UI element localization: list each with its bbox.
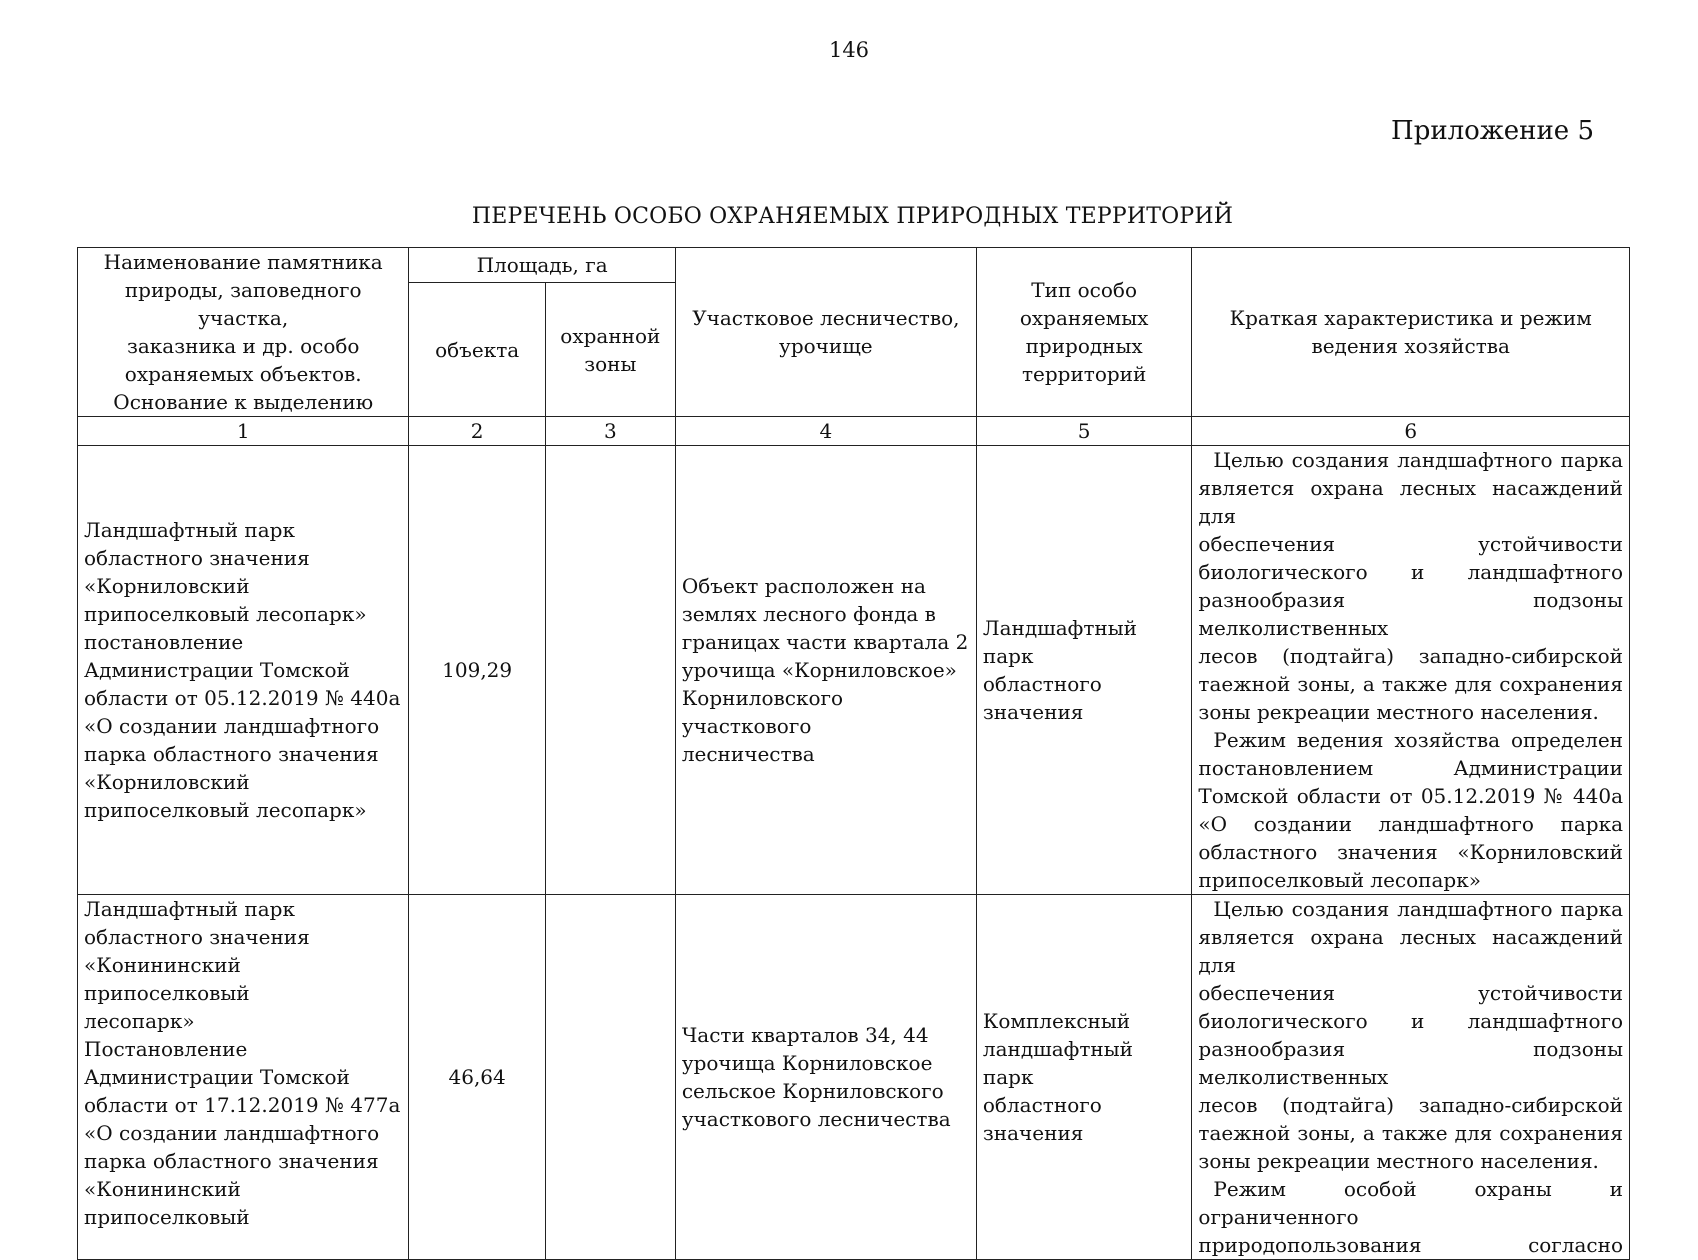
column-number: 2 bbox=[409, 417, 545, 446]
cell-line: значения bbox=[982, 700, 1084, 724]
cell-line: сельское Корниловского bbox=[681, 1079, 944, 1103]
header-area-object: объекта bbox=[409, 283, 545, 417]
cell-line: «Конининский припоселковый bbox=[84, 1177, 250, 1229]
appendix-label: Приложение 5 bbox=[1391, 116, 1594, 146]
cell-location bbox=[675, 446, 976, 895]
cell-line: области от 17.12.2019 № 477а bbox=[84, 1093, 401, 1117]
description-line: припоселковый лесопарк» bbox=[1198, 868, 1481, 892]
column-number-row bbox=[78, 417, 1630, 446]
cell-line: Части кварталов 34, 44 bbox=[681, 1023, 929, 1047]
column-number: 3 bbox=[545, 417, 675, 446]
cell-line: парка областного значения bbox=[84, 742, 379, 766]
description-line: Режим особой охраны и ограниченного bbox=[1198, 1177, 1623, 1229]
description-line: биологического и ландшафтного bbox=[1198, 560, 1623, 584]
header-forestry: Участковое лесничество, урочище bbox=[675, 248, 976, 417]
column-number: 6 bbox=[1192, 417, 1630, 446]
description-line: постановлением Администрации bbox=[1198, 756, 1623, 780]
description-line: разнообразия подзоны мелколиственных bbox=[1198, 588, 1623, 640]
description-line: зоны рекреации местного населения. bbox=[1198, 700, 1599, 724]
cell-line: областного bbox=[982, 1093, 1102, 1117]
table-row bbox=[78, 446, 1630, 895]
cell-area-zone bbox=[545, 895, 675, 1260]
cell-line: области от 05.12.2019 № 440а bbox=[84, 686, 401, 710]
cell-line: Постановление bbox=[84, 1037, 248, 1061]
column-number: 5 bbox=[976, 417, 1192, 446]
cell-line: «О создании ландшафтного bbox=[84, 714, 380, 738]
cell-line: лесопарк» bbox=[84, 1009, 195, 1033]
description-line: «О создании ландшафтного парка bbox=[1198, 812, 1623, 836]
description-line: областного значения «Корниловский bbox=[1198, 840, 1623, 864]
cell-line: Объект расположен на bbox=[681, 574, 926, 598]
cell-line: Комплексный bbox=[982, 1009, 1131, 1033]
description-line: таежной зоны, а также для сохранения bbox=[1198, 1121, 1623, 1145]
description-line: зоны рекреации местного населения. bbox=[1198, 1149, 1599, 1173]
cell-line: урочища Корниловское bbox=[681, 1051, 933, 1075]
cell-line: Корниловского участкового bbox=[681, 686, 844, 738]
description-line: Режим ведения хозяйства определен bbox=[1213, 728, 1623, 752]
table-row bbox=[78, 895, 1630, 1260]
description-line: Томской области от 05.12.2019 № 440а bbox=[1198, 784, 1623, 808]
cell-line: границах части квартала 2 bbox=[681, 630, 969, 654]
cell-line: областного значения bbox=[84, 546, 310, 570]
cell-description bbox=[1192, 446, 1630, 895]
cell-type bbox=[976, 895, 1192, 1260]
description-line: разнообразия подзоны мелколиственных bbox=[1198, 1037, 1623, 1089]
cell-line: землях лесного фонда в bbox=[681, 602, 936, 626]
column-number: 1 bbox=[78, 417, 409, 446]
description-line: является охрана лесных насаждений для bbox=[1198, 476, 1623, 528]
page-number: 146 bbox=[828, 38, 870, 62]
description-line: обеспечения устойчивости bbox=[1198, 532, 1623, 556]
description-line: лесов (подтайга) западно-сибирской bbox=[1198, 1093, 1623, 1117]
cell-line: значения bbox=[982, 1121, 1084, 1145]
cell-line: «Конининский припоселковый bbox=[84, 953, 250, 1005]
cell-line: Ландшафтный парк bbox=[84, 897, 295, 921]
cell-name bbox=[78, 895, 409, 1260]
column-number: 4 bbox=[675, 417, 976, 446]
cell-line: припоселковый лесопарк» bbox=[84, 602, 367, 626]
cell-line: урочища «Корниловское» bbox=[681, 658, 957, 682]
cell-line: «Корниловский bbox=[84, 770, 250, 794]
header-area-zone: охранной зоны bbox=[545, 283, 675, 417]
cell-line: «О создании ландшафтного bbox=[84, 1121, 380, 1145]
description-line: лесов (подтайга) западно-сибирской bbox=[1198, 644, 1623, 668]
description-line: биологического и ландшафтного bbox=[1198, 1009, 1623, 1033]
header-name: Наименование памятника природы, заповедного участка, заказника и др. особо охраняемых объектов. Основание к выделению bbox=[78, 248, 409, 417]
cell-name bbox=[78, 446, 409, 895]
header-description: Краткая характеристика и режим ведения хозяйства bbox=[1192, 248, 1630, 417]
cell-line: Ландшафтный парк bbox=[982, 616, 1137, 668]
protected-areas-table bbox=[77, 247, 1630, 1260]
cell-type bbox=[976, 446, 1192, 895]
cell-line: постановление bbox=[84, 630, 244, 654]
cell-line: Ландшафтный парк bbox=[84, 518, 295, 542]
cell-line: Администрации Томской bbox=[84, 1065, 350, 1089]
document-title: ПЕРЕЧЕНЬ ОСОБО ОХРАНЯЕМЫХ ПРИРОДНЫХ ТЕРРИТОРИЙ bbox=[471, 204, 1234, 229]
description-line: природопользования согласно bbox=[1198, 1233, 1623, 1257]
header-area-group: Площадь, га bbox=[409, 248, 675, 283]
header-type: Тип особо охраняемых природных территорий bbox=[976, 248, 1192, 417]
cell-line: участкового лесничества bbox=[681, 1107, 951, 1131]
cell-description bbox=[1192, 895, 1630, 1260]
cell-location bbox=[675, 895, 976, 1260]
cell-area-zone bbox=[545, 446, 675, 895]
header-row-top bbox=[78, 248, 1630, 283]
cell-line: парка областного значения bbox=[84, 1149, 379, 1173]
cell-line: Администрации Томской bbox=[84, 658, 350, 682]
description-line: является охрана лесных насаждений для bbox=[1198, 925, 1623, 977]
cell-area-object: 46,64 bbox=[409, 895, 545, 1260]
cell-line: областного значения bbox=[84, 925, 310, 949]
cell-area-object: 109,29 bbox=[409, 446, 545, 895]
cell-line: припоселковый лесопарк» bbox=[84, 798, 367, 822]
description-line: обеспечения устойчивости bbox=[1198, 981, 1623, 1005]
cell-line: «Корниловский bbox=[84, 574, 250, 598]
description-line: таежной зоны, а также для сохранения bbox=[1198, 672, 1623, 696]
description-line: Целью создания ландшафтного парка bbox=[1213, 448, 1623, 472]
cell-line: ландшафтный парк bbox=[982, 1037, 1133, 1089]
cell-line: лесничества bbox=[681, 742, 815, 766]
cell-line: областного bbox=[982, 672, 1102, 696]
description-line: Целью создания ландшафтного парка bbox=[1213, 897, 1623, 921]
